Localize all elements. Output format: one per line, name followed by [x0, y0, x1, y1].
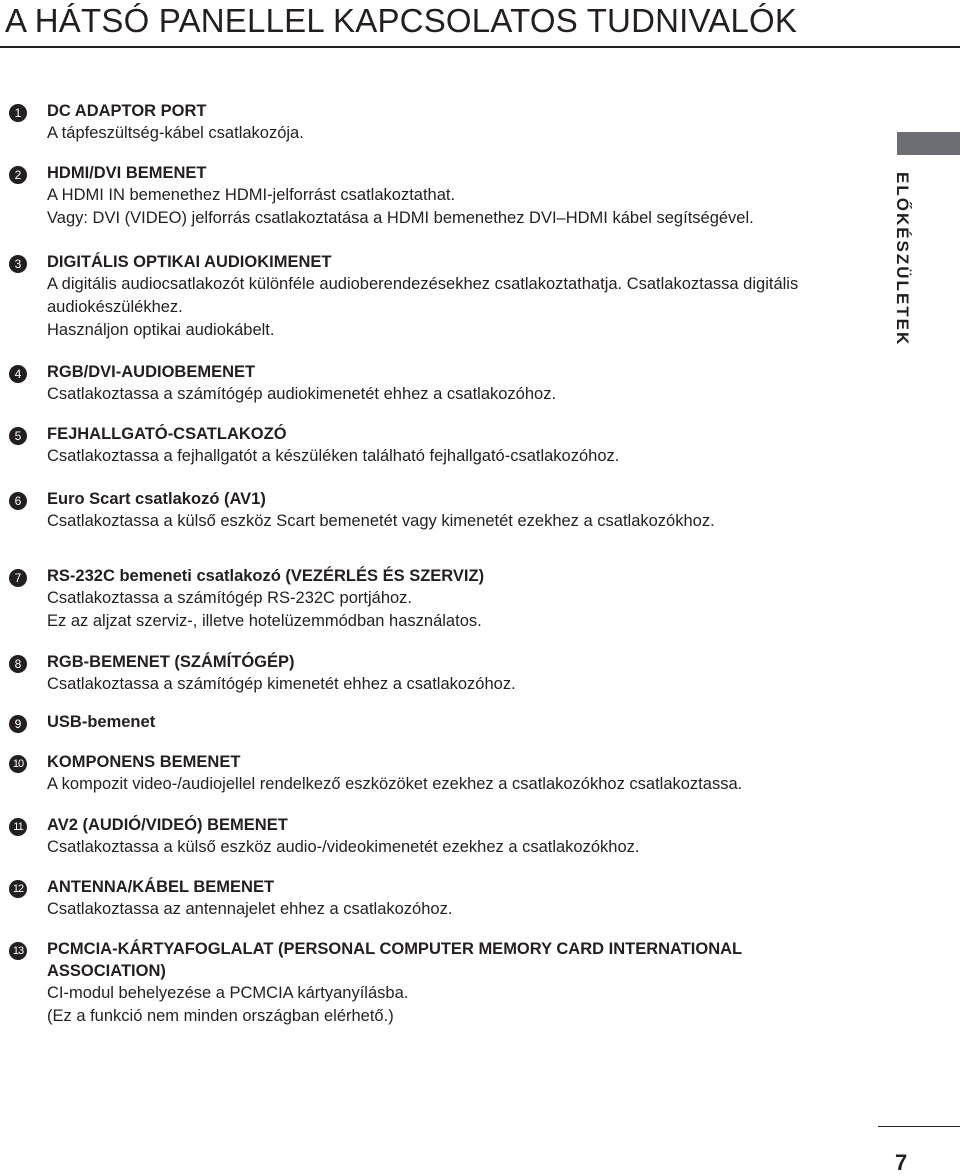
- item-number-badge: 2: [9, 166, 27, 184]
- item-av2-input: [0, 814, 870, 859]
- item-number-badge: 11: [9, 818, 27, 836]
- item-number-badge: 13: [9, 942, 27, 960]
- item-title: RGB/DVI-AUDIOBEMENET: [47, 363, 256, 381]
- item-euro-scart: [0, 488, 870, 533]
- item-title: RS-232C bemeneti csatlakozó (VEZÉRLÉS ÉS SZERVIZ): [47, 567, 485, 585]
- item-description: Csatlakoztassa a fejhallgatót a készüléken található fejhallgató-csatlakozóhoz.: [47, 447, 620, 465]
- item-description: A digitális audiocsatlakozót különféle audioberendezésekhez csatlakoztathatja. Csatlakoztassa digitális: [47, 275, 799, 293]
- item-description: Ez az aljzat szerviz-, illetve hotelüzemmódban használatos.: [47, 612, 482, 630]
- item-usb-input: [0, 711, 870, 733]
- item-description: Használjon optikai audiokábelt.: [47, 321, 275, 339]
- item-number-badge: 6: [9, 492, 27, 510]
- item-description: Csatlakoztassa a számítógép kimenetét ehhez a csatlakozóhoz.: [47, 675, 516, 693]
- item-description: Csatlakoztassa a külső eszköz Scart bemenetét vagy kimenetét ezekhez a csatlakozókhoz.: [47, 512, 715, 530]
- item-title: RGB-BEMENET (SZÁMÍTÓGÉP): [47, 653, 295, 671]
- item-headphone-jack: [0, 423, 870, 468]
- item-description: (Ez a funkció nem minden országban elérhető.): [47, 1007, 394, 1025]
- item-number-badge: 1: [9, 104, 27, 122]
- item-number-badge: 9: [9, 715, 27, 733]
- section-tab-marker: [897, 132, 960, 155]
- item-number-badge: 5: [9, 427, 27, 445]
- item-rgb-pc-input: [0, 651, 870, 696]
- item-description: CI-modul behelyezése a PCMCIA kártyanyílásba.: [47, 984, 409, 1002]
- item-description: A kompozit video-/audiojellel rendelkező eszközöket ezekhez a csatlakozókhoz csatlakoztassa.: [47, 775, 743, 793]
- item-number-badge: 3: [9, 255, 27, 273]
- footer-rule: [878, 1126, 960, 1127]
- item-pcmcia-slot: [0, 938, 870, 1028]
- item-number-badge: 12: [9, 880, 27, 898]
- item-description: Csatlakoztassa az antennajelet ehhez a csatlakozóhoz.: [47, 900, 453, 918]
- item-title: HDMI/DVI BEMENET: [47, 164, 207, 182]
- item-title: KOMPONENS BEMENET: [47, 753, 241, 771]
- item-rgb-dvi-audio-in: [0, 361, 870, 406]
- item-description: Csatlakoztassa a számítógép audiokimenetét ehhez a csatlakozóhoz.: [47, 385, 557, 403]
- item-description: A HDMI IN bemenethez HDMI-jelforrást csatlakoztathat.: [47, 186, 456, 204]
- item-title: FEJHALLGATÓ-CSATLAKOZÓ: [47, 425, 287, 443]
- page-title: A HÁTSÓ PANELLEL KAPCSOLATOS TUDNIVALÓK: [5, 2, 798, 39]
- item-title: Euro Scart csatlakozó (AV1): [47, 490, 266, 508]
- item-title: PCMCIA-KÁRTYAFOGLALAT (PERSONAL COMPUTER MEMORY CARD INTERNATIONAL ASSOCIATION): [47, 940, 742, 980]
- section-side-label: ELŐKÉSZÜLETEK: [893, 172, 912, 347]
- page-number: 7: [895, 1150, 908, 1175]
- item-dc-adaptor-port: [0, 100, 870, 145]
- item-description: Vagy: DVI (VIDEO) jelforrás csatlakoztatása a HDMI bemenethez DVI–HDMI kábel segítségével.: [47, 209, 754, 227]
- item-number-badge: 7: [9, 569, 27, 587]
- item-number-badge: 4: [9, 365, 27, 383]
- item-description: Csatlakoztassa a külső eszköz audio-/videokimenetét ezekhez a csatlakozókhoz.: [47, 838, 640, 856]
- item-rs232c: [0, 565, 870, 633]
- item-antenna-cable-input: [0, 876, 870, 921]
- item-description: audiokészülékhez.: [47, 298, 183, 316]
- item-description: Csatlakoztassa a számítógép RS-232C portjához.: [47, 589, 413, 607]
- item-number-badge: 10: [9, 755, 27, 773]
- item-title: ANTENNA/KÁBEL BEMENET: [47, 878, 275, 896]
- item-hdmi-dvi-input: [0, 162, 870, 230]
- item-title: DC ADAPTOR PORT: [47, 102, 207, 120]
- item-title: DIGITÁLIS OPTIKAI AUDIOKIMENET: [47, 253, 332, 271]
- item-description: A tápfeszültség-kábel csatlakozója.: [47, 124, 304, 142]
- title-underline: [0, 46, 960, 48]
- item-number-badge: 8: [9, 655, 27, 673]
- item-digital-optical-audio-out: [0, 251, 870, 342]
- item-title: AV2 (AUDIÓ/VIDEÓ) BEMENET: [47, 816, 288, 834]
- item-title: USB-bemenet: [47, 713, 156, 731]
- item-component-input: [0, 751, 870, 796]
